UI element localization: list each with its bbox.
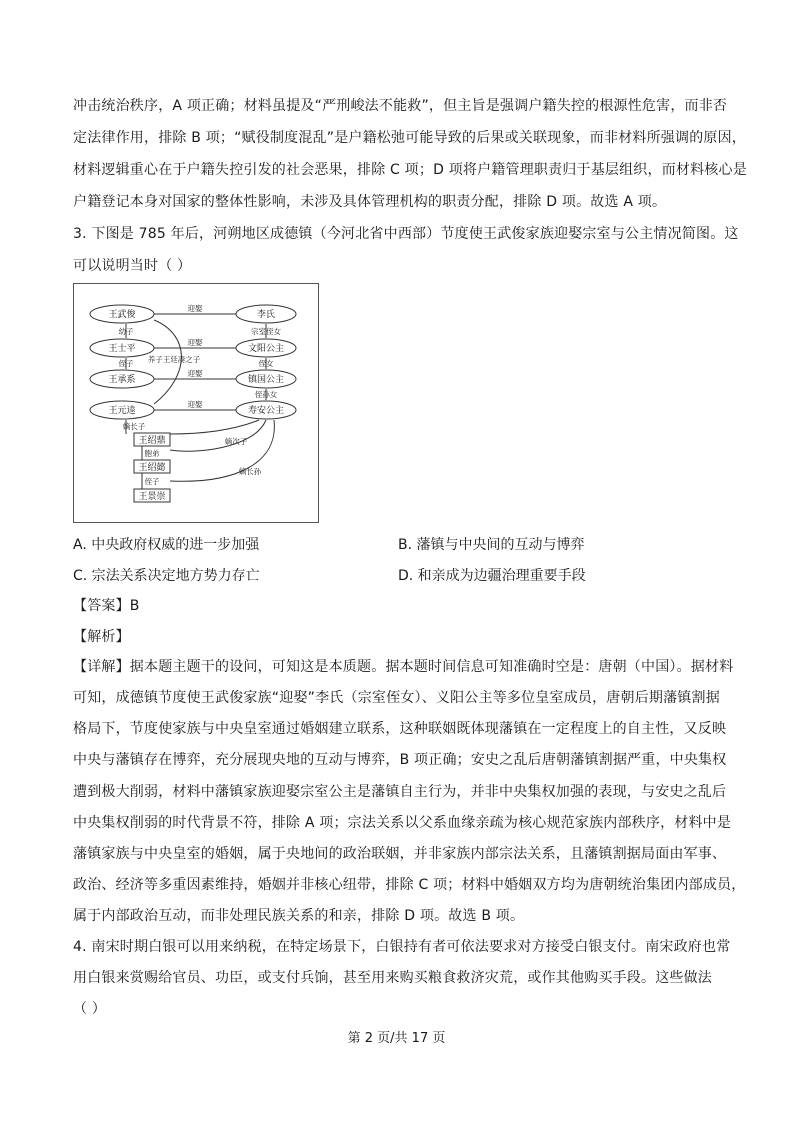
question-3-stem: 3. 下图是 785 年后，河朔地区成德镇（今河北省中西部）节度使王武俊家族迎娶宗室与公主情况简图。这 bbox=[73, 226, 739, 242]
analysis-line: 藩镇家族与中央皇室的婚姻，属于央地间的政治联姻，并非家族内部宗法关系，且藩镇割据局面由军事、 bbox=[73, 846, 727, 862]
label-li-shi: 李氏 bbox=[256, 310, 276, 320]
question-4-stem: 4. 南宋时期白银可以用来纳税，在特定场景下，白银持有者可依法要求对方接受白银支付。南宋政府也常 bbox=[73, 939, 731, 955]
rel-eldest-grandson: 嫡长孙 bbox=[238, 467, 262, 476]
family-marriage-diagram bbox=[73, 283, 319, 523]
rel-marry: 迎娶 bbox=[187, 304, 203, 313]
label-wang-yuankui: 王元逵 bbox=[108, 406, 136, 416]
label-wenyang-princess: 文阳公主 bbox=[247, 344, 285, 354]
analysis-line: 属于内部政治互动，而非处理民族关系的和亲，排除 D 项。故选 B 项。 bbox=[73, 908, 525, 924]
question-4-blank: （ ） bbox=[73, 1001, 107, 1017]
page-footer: 第 2 页/共 17 页 bbox=[347, 1031, 446, 1046]
text-line: 材料逻辑重心在于户籍失控引发的社会恶果，排除 C 项；D 项将户籍管理职责归于基层组织，而材料核心是 bbox=[73, 162, 747, 178]
option-a: A. 中央政府权威的进一步加强 bbox=[73, 537, 260, 553]
rel-eldest-son: 嫡长子 bbox=[122, 422, 146, 431]
text-line: 定法律作用，排除 B 项；“赋役制度混乱”是户籍松弛可能导致的后果或关联现象，而非材料所强调的原因， bbox=[73, 130, 747, 146]
label-wang-shaoding: 王绍鼎 bbox=[138, 436, 166, 446]
label-zhenguo-princess: 镇国公主 bbox=[247, 375, 285, 385]
rel-second-son: 嫡次子 bbox=[224, 437, 248, 446]
label-wang-jingchong: 王景崇 bbox=[138, 492, 166, 502]
analysis-line: 遭到极大削弱，材料中藩镇家族迎娶宗室公主是藩镇自主行为，并非中央集权加强的表现，与安史之乱后 bbox=[73, 784, 727, 800]
rel-nephew: 侄子 bbox=[118, 359, 134, 368]
rel-clan-niece: 宗室侄女 bbox=[251, 327, 281, 336]
question-4-stem-cont: 用白银来赏赐给官员、功臣，或支付兵饷，甚至用来购买粮食救济灾荒，或作其他购买手段。这些做法 bbox=[73, 970, 712, 986]
answer: 【答案】B bbox=[73, 598, 140, 614]
question-3-stem-cont: 可以说明当时（ ） bbox=[73, 258, 192, 274]
rel-marry: 迎娶 bbox=[187, 369, 203, 378]
rel-nephew: 侄子 bbox=[144, 477, 160, 486]
rel-grandniece: 侄孙女 bbox=[254, 390, 278, 399]
analysis-line: 中央集权削弱的时代背景不符，排除 A 项；宗法关系以父系血缘亲疏为核心规范家族内部秩序，材料中是 bbox=[73, 815, 732, 831]
option-b: B. 藩镇与中央间的互动与博弈 bbox=[398, 537, 585, 553]
rel-adopted: 养子王廷凑之子 bbox=[147, 355, 201, 364]
analysis-line: 格局下，节度使家族与中央皇室通过婚姻建立联系，这种联姻既体现藩镇在一定程度上的自主性，又反映 bbox=[73, 721, 727, 737]
rel-marry: 迎娶 bbox=[187, 400, 203, 409]
label-wang-chengxi: 王承系 bbox=[108, 375, 136, 385]
analysis-line: 可知，成德镇节度使王武俊家族“迎娶”李氏（宗室侄女）、义阳公主等多位皇室成员，唐朝后期藩镇割据 bbox=[73, 690, 720, 706]
analysis-line: 【详解】据本题主题干的设问，可知这是本质题。据本题时间信息可知准确时空是：唐朝（中国）。据材料 bbox=[73, 659, 734, 675]
rel-brother: 胞弟 bbox=[144, 449, 160, 458]
label-wang-shaoyi: 王绍懿 bbox=[138, 463, 166, 473]
option-c: C. 宗法关系决定地方势力存亡 bbox=[73, 568, 260, 584]
label-wang-shiping: 王士平 bbox=[108, 344, 136, 354]
text-line: 冲击统治秩序，A 项正确；材料虽提及“严刑峻法不能救”，但主旨是强调户籍失控的根源性危害，而非否 bbox=[73, 98, 728, 114]
option-d: D. 和亲成为边疆治理重要手段 bbox=[398, 568, 586, 584]
rel-niece: 侄女 bbox=[258, 359, 274, 368]
label-shouan-princess: 寿安公主 bbox=[247, 406, 285, 416]
rel-marry: 迎娶 bbox=[187, 338, 203, 347]
analysis-line: 中央与藩镇存在博弈，充分展现央地的互动与博弈，B 项正确；安史之乱后唐朝藩镇割据严重，中央集权 bbox=[73, 752, 727, 768]
label-wang-wujun: 王武俊 bbox=[108, 310, 136, 320]
analysis-line: 政治、经济等多重因素维持，婚姻并非核心纽带，排除 C 项；材料中婚姻双方均为唐朝统治集团内部成员， bbox=[73, 877, 746, 893]
analysis-label: 【解析】 bbox=[73, 629, 130, 645]
text-line: 户籍登记本身对国家的整体性影响，未涉及具体管理机构的职责分配，排除 D 项。故选 A 项。 bbox=[73, 194, 667, 210]
rel-youngest-son: 幼子 bbox=[118, 327, 134, 336]
